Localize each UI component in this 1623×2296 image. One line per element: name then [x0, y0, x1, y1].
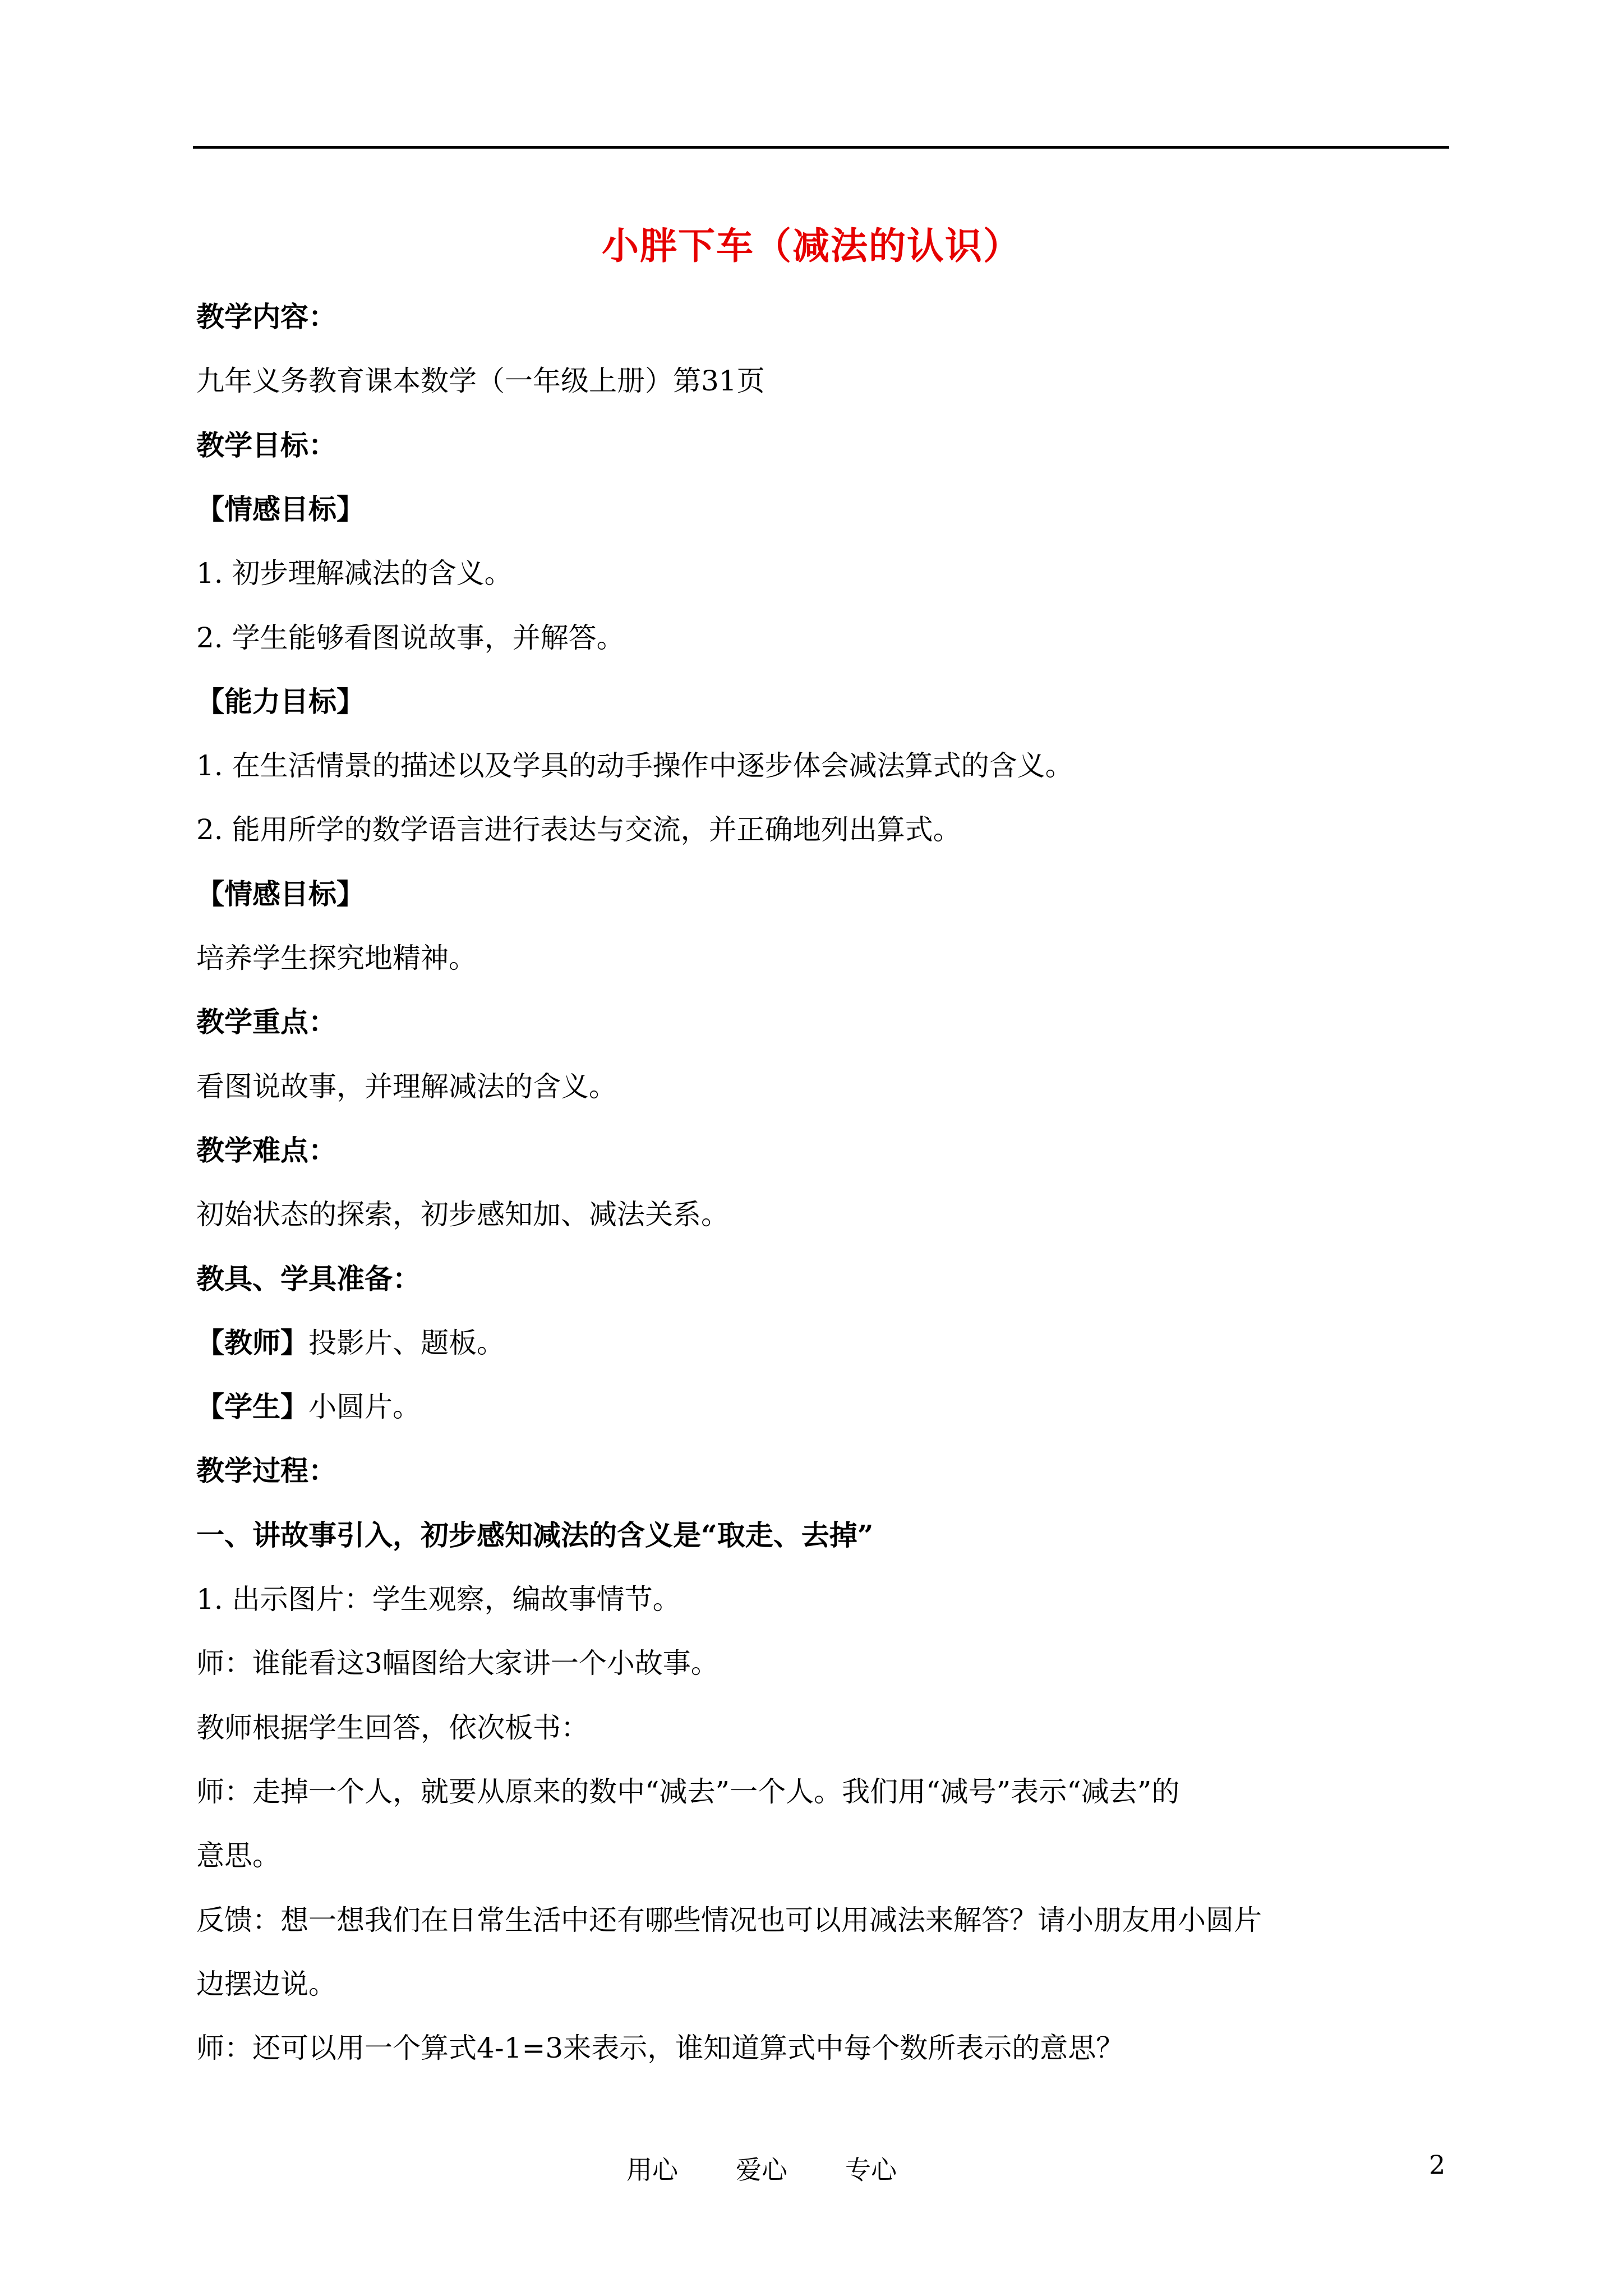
- text-line: 1. 初步理解减法的含义。: [196, 557, 513, 590]
- text-line: 教学重点：: [196, 1005, 336, 1038]
- text-line: 培养学生探究地精神。: [196, 942, 477, 974]
- text-line: 2. 能用所学的数学语言进行表达与交流，并正确地列出算式。: [196, 813, 961, 846]
- line-label: 【教师】: [196, 1326, 308, 1359]
- line-label: 【学生】: [196, 1390, 308, 1423]
- text-line: 教学目标：: [196, 429, 336, 462]
- text-line: 一、讲故事引入，初步感知减法的含义是“取走、去掉”: [196, 1519, 874, 1552]
- text-line: 【情感目标】: [196, 877, 365, 910]
- text-line: 看图说故事，并理解减法的含义。: [196, 1070, 617, 1103]
- footer-slogan-3: 专心: [845, 2155, 897, 2185]
- line-text: 投影片、题板。: [308, 1327, 505, 1359]
- document-title: 小胖下车（减法的认识）: [602, 224, 1021, 268]
- text-line: 【情感目标】: [196, 493, 365, 526]
- text-line: 意思。: [196, 1839, 280, 1872]
- footer-slogan-1: 用心: [626, 2155, 678, 2185]
- text-line: 1. 在生活情景的描述以及学具的动手操作中逐步体会减法算式的含义。: [196, 749, 1073, 782]
- text-line: 师：还可以用一个算式4-1=3来表示，谁知道算式中每个数所表示的意思？: [196, 2032, 1124, 2064]
- text-line: [196, 1390, 421, 1424]
- text-line: 教学过程：: [196, 1454, 336, 1487]
- text-line: 教学内容：: [196, 300, 336, 333]
- text-line: 师：谁能看这3幅图给大家讲一个小故事。: [196, 1647, 719, 1680]
- text-line: 初始状态的探索，初步感知加、减法关系。: [196, 1198, 729, 1231]
- text-line: 边摆边说。: [196, 1968, 336, 2000]
- text-line: 1. 出示图片：学生观察，编故事情节。: [196, 1583, 681, 1616]
- text-line: 2. 学生能够看图说故事，并解答。: [196, 622, 625, 654]
- text-line: 教师根据学生回答，依次板书：: [196, 1711, 589, 1744]
- line-text: 小圆片。: [308, 1391, 421, 1423]
- header-rule: [193, 146, 1449, 149]
- footer-slogan-2: 爱心: [736, 2155, 787, 2185]
- text-line: 师：走掉一个人，就要从原来的数中“减去”一个人。我们用“减号”表示“减去”的: [196, 1775, 1180, 1808]
- text-line: 【能力目标】: [196, 685, 365, 718]
- text-line: 教学难点：: [196, 1134, 336, 1167]
- text-line: 反馈：想一想我们在日常生活中还有哪些情况也可以用减法来解答？请小朋友用小圆片: [196, 1904, 1262, 1936]
- text-line: 九年义务教育课本数学（一年级上册）第31页: [196, 365, 765, 397]
- page-number: 2: [1429, 2150, 1446, 2180]
- text-line: [196, 1326, 505, 1360]
- text-line: 教具、学具准备：: [196, 1262, 421, 1295]
